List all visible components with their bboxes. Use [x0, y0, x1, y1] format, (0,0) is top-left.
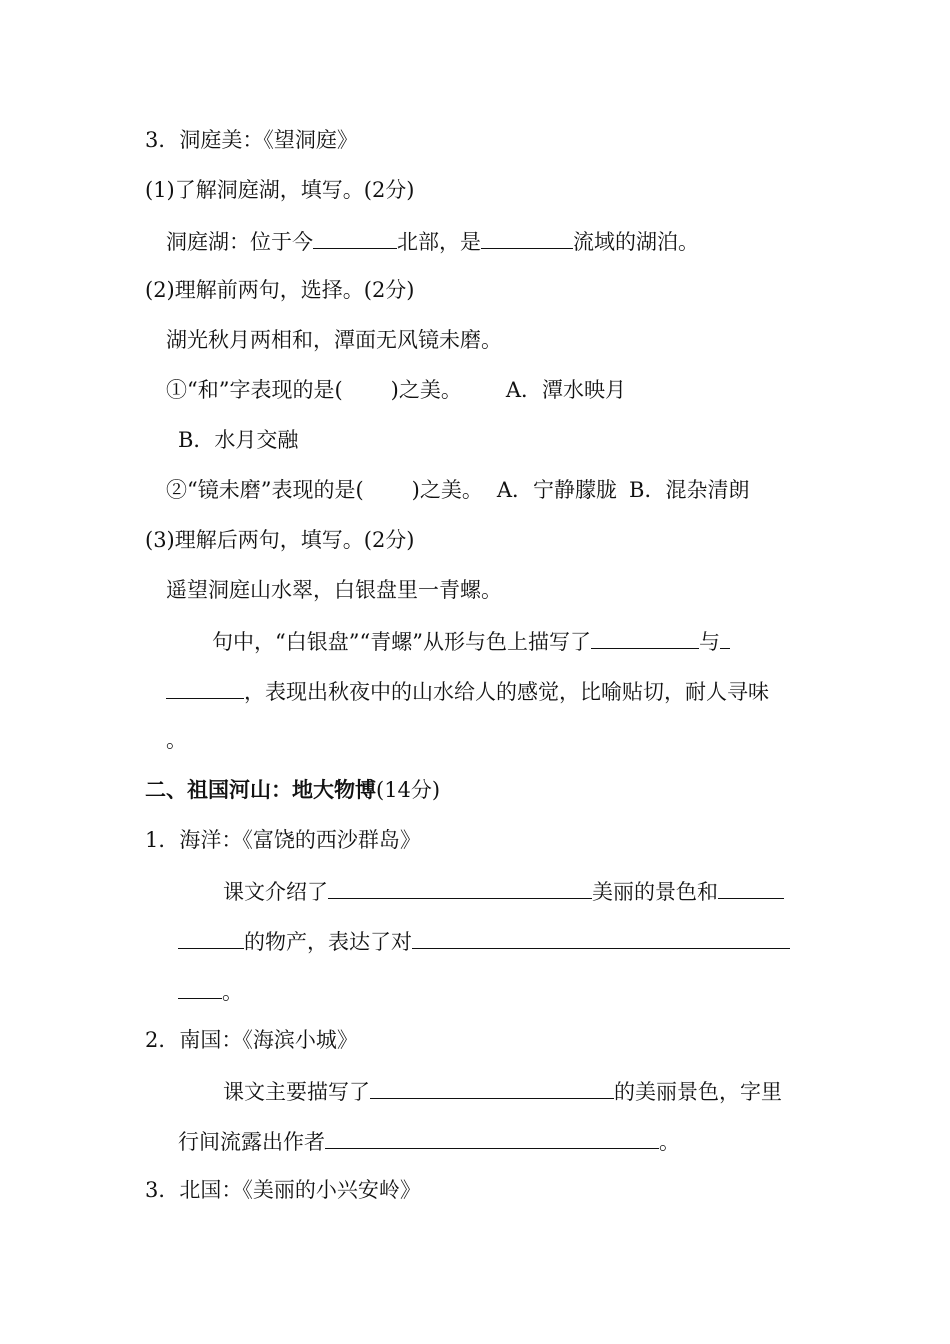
question-3-1-heading: (1)了解洞庭湖，填写。(2分) — [145, 178, 415, 202]
choice-2: ②“镜未磨”表现的是( )之美。 A．宁静朦胧 B．混杂清朗 — [166, 478, 750, 502]
question-3-3-fill-cont: ，表现出秋夜中的山水给人的感觉，比喻贴切，耐人寻味 — [0, 676, 950, 706]
section-2-item-3-title: 3．北国：《美丽的小兴安岭》 — [145, 1178, 421, 1202]
question-3-2-heading: (2)理解前两句，选择。(2分) — [145, 278, 415, 302]
blank-feeling-end[interactable] — [178, 976, 222, 999]
blank-author-feeling[interactable] — [325, 1126, 659, 1149]
question-3-3-fill: 句中，“白银盘”“青螺”从形与色上描写了 与 — [0, 626, 950, 656]
blank-islands-scenery[interactable] — [328, 876, 592, 899]
blank-products-start[interactable] — [718, 876, 784, 899]
section-2-item-1-title: 1．海洋：《富饶的西沙群岛》 — [145, 828, 421, 852]
blank-city-scenery[interactable] — [370, 1076, 614, 1099]
poem-line-1: 湖光秋月两相和，潭面无风镜未磨。 — [166, 328, 502, 352]
choice-1-option-a: A．潭水映月 — [505, 378, 627, 402]
blank-shape[interactable] — [591, 626, 699, 649]
blank-color[interactable] — [166, 676, 244, 699]
poem-line-2: 遥望洞庭山水翠，白银盘里一青螺。 — [166, 578, 502, 602]
choice-1: ①“和”字表现的是( )之美。 A．潭水映月 — [166, 378, 627, 402]
question-3-title: 3．洞庭美：《望洞庭》 — [145, 128, 358, 152]
choice-2-option-b: B．混杂清朗 — [629, 478, 750, 502]
section-2-title: 二、祖国河山：地大物博(14分) — [145, 778, 441, 802]
section-2-item-1-end: 。 — [0, 976, 950, 1006]
blank-feeling[interactable] — [412, 926, 790, 949]
blank-location[interactable] — [313, 226, 397, 249]
blank-color-start[interactable] — [720, 626, 730, 649]
section-2-item-1-fill: 课文介绍了 美丽的景色和 — [0, 876, 950, 906]
section-2-item-2-title: 2．南国：《海滨小城》 — [145, 1028, 358, 1052]
choice-2-option-a: A．宁静朦胧 — [496, 478, 618, 502]
section-2-item-2-fill-cont: 行间流露出作者 。 — [0, 1126, 950, 1156]
question-3-3-end: 。 — [166, 728, 187, 752]
section-2-item-2-fill: 课文主要描写了 的美丽景色，字里 — [0, 1076, 950, 1106]
question-3-1-fill: 洞庭湖：位于今 北部，是 流域的湖泊。 — [0, 226, 950, 256]
blank-products[interactable] — [178, 926, 244, 949]
blank-river-basin[interactable] — [481, 226, 573, 249]
choice-1-option-b: B．水月交融 — [178, 428, 299, 452]
question-3-3-heading: (3)理解后两句，填写。(2分) — [145, 528, 415, 552]
section-2-item-1-fill-cont: 的物产，表达了对 — [0, 926, 950, 956]
